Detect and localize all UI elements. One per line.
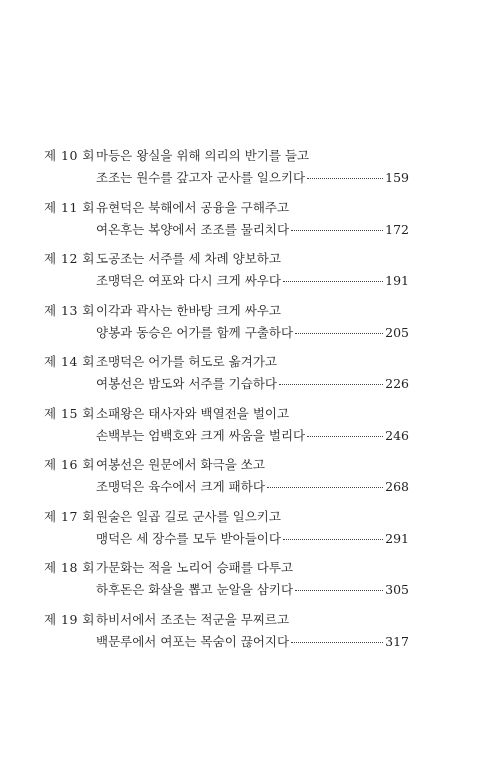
dot-leader [307,436,383,437]
toc-entry [0,404,500,456]
chapter-title-line2-row [96,529,409,547]
chapter-title-line1: 가문화는 적을 노리어 승패를 다투고 [96,560,294,575]
page-number: 172 [385,221,409,237]
toc-entry [0,352,500,404]
dot-leader [279,384,383,385]
chapter-title-line2: 맹덕은 세 장수를 모두 받아들이다 [96,530,281,546]
chapter-number: 제 15 회 [44,405,96,421]
chapter-number: 제 16 회 [44,457,96,472]
page-number: 291 [385,530,409,546]
chapter-title-line2-row [96,168,409,186]
chapter-number: 제 10 회 [44,148,96,163]
chapter-title-line2-row [96,580,409,598]
chapter-title-line1: 하비서에서 조조는 적군을 무찌르고 [96,611,290,627]
chapter-number: 제 17 회 [44,508,96,524]
dot-leader [267,487,383,488]
toc-entry [0,198,500,250]
chapter-title-line1: 조맹덕은 어가를 허도로 옮겨가고 [96,354,277,369]
chapter-title-line1: 이각과 곽사는 한바탕 크게 싸우고 [96,302,281,318]
page-number: 268 [385,479,409,494]
toc-entry [0,558,500,610]
toc-entry [0,455,500,507]
dot-leader [295,590,383,591]
chapter-title-line2: 조맹덕은 여포와 다시 크게 싸우다 [96,273,281,288]
page-number: 205 [385,324,409,340]
chapter-title-line1: 유현덕은 북해에서 공융을 구해주고 [96,199,290,215]
chapter-title-line2: 여온후는 복양에서 조조를 물리치다 [96,221,290,237]
chapter-title-line2-row [96,374,409,392]
dot-leader [307,178,383,179]
chapter-number: 제 14 회 [44,354,96,369]
dot-leader [291,230,383,231]
dot-leader [295,333,383,334]
toc-entry [0,507,500,559]
toc-entry [0,610,500,662]
page-number: 305 [385,582,409,597]
chapter-title-line2: 조맹덕은 육수에서 크게 패하다 [96,479,265,494]
chapter-title-line2-row [96,426,409,444]
dot-leader [283,281,383,282]
chapter-number: 제 18 회 [44,560,96,575]
chapter-title-line2: 손백부는 엄백호와 크게 싸움을 벌리다 [96,427,306,443]
chapter-title-line2: 여봉선은 밤도와 서주를 기습하다 [96,376,277,391]
dot-leader [283,539,383,540]
page-number: 317 [385,633,409,649]
page-number: 159 [385,170,409,185]
chapter-number: 제 19 회 [44,611,96,627]
chapter-title-line2-row [96,323,409,341]
chapter-title-line1: 도공조는 서주를 세 차례 양보하고 [96,251,281,266]
chapter-number: 제 11 회 [44,199,96,215]
chapter-title-line2: 조조는 원수를 갚고자 군사를 일으키다 [96,170,306,185]
toc-entry [0,249,500,301]
page-number: 226 [385,376,409,391]
chapter-title-line1: 마등은 왕실을 위해 의리의 반기를 들고 [96,148,310,163]
toc-entry [0,146,500,198]
chapter-title-line2-row [96,220,409,238]
chapter-title-line1: 여봉선은 원문에서 화극을 쏘고 [96,457,265,472]
dot-leader [291,642,383,643]
page-number: 246 [385,427,409,443]
chapter-title-line2-row [96,477,409,495]
chapter-title-line2: 백문루에서 여포는 목숨이 끊어지다 [96,633,290,649]
chapter-title-line2: 양봉과 동승은 어가를 함께 구출하다 [96,324,294,340]
table-of-contents [0,146,500,661]
page-number: 191 [385,273,409,288]
chapter-title-line2: 하후돈은 화살을 뽑고 눈알을 삼키다 [96,582,294,597]
chapter-title-line2-row [96,271,409,289]
chapter-title-line2-row [96,632,409,650]
chapter-title-line1: 소패왕은 태사자와 백열전을 벌이고 [96,405,290,421]
chapter-number: 제 13 회 [44,302,96,318]
toc-entry [0,301,500,353]
chapter-number: 제 12 회 [44,251,96,266]
chapter-title-line1: 원술은 일곱 길로 군사를 일으키고 [96,508,281,524]
